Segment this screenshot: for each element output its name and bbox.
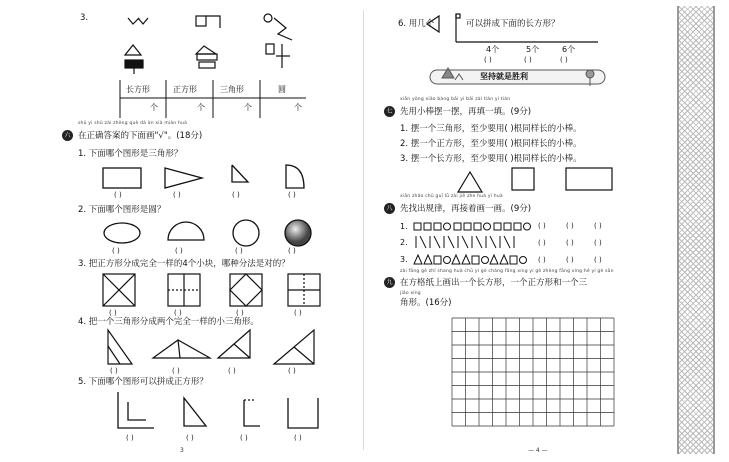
q4-answer-1[interactable]: ( ) [110,367,118,375]
sec7-item-1: 1. 摆一个三角形，至少要用( )根同样长的小棒。 [400,124,582,134]
sec7-item-2: 2. 摆一个正方形，至少要用( )根同样长的小棒。 [400,139,582,149]
q6-option-3[interactable]: 6个 [562,45,576,54]
sec9-title-2: 角形。(16分) [400,298,452,308]
sec8-blank-3b[interactable]: ( ) [566,256,574,264]
sec8-blank-2a[interactable]: ( ) [538,239,546,247]
q2-answer-4[interactable]: ( ) [288,247,296,255]
q3-answer-1[interactable]: ( ) [109,309,117,317]
sec8-blank-3c[interactable]: ( ) [594,256,602,264]
q3-answer-3[interactable]: ( ) [236,309,244,317]
sec9-pinyin-2: jiǎo xíng [400,291,421,296]
q2-answer-3[interactable]: ( ) [235,247,243,255]
figure-flag-stack [125,14,292,74]
table-unit-4: 个 [294,103,302,112]
sec7-item-3: 3. 摆一个长方形，至少要用( )根同样长的小棒。 [400,154,582,164]
sec8-blank-2c[interactable]: ( ) [594,239,602,247]
q5-answer-1[interactable]: ( ) [126,434,134,442]
sec8-blank-1c[interactable]: ( ) [594,222,602,230]
sec9-title: 在方格纸上画出一个长方形，一个正方形和一个三 [400,278,588,288]
q1-quarter [286,165,304,188]
table-header-square: 正方形 [173,85,197,94]
sec8-blank-1a[interactable]: ( ) [538,222,546,230]
q2-sphere [285,220,311,246]
q1-answer-2[interactable]: ( ) [173,191,181,199]
sec7-shapes [458,168,612,192]
sec8-row-2-label: 2. [400,238,408,247]
sec8-pinyin: xiān zhǎo chū guī lǜ zài jiē zhe huà yi huà [400,194,503,199]
pattern-row-2 [416,236,514,248]
banner-title: 坚持就是胜利 [480,72,528,81]
q1-answer-1[interactable]: ( ) [114,191,122,199]
q6-answer-3[interactable]: ( ) [560,56,568,64]
q3-number: 3. [80,13,89,23]
grid-paper [452,318,614,426]
q5-answer-2[interactable]: ( ) [186,434,194,442]
sec6-pinyin: shǔ yi shǔ zài zhèng què dá àn xià miàn huà [78,121,188,126]
sec8-row-3-label: 3. [400,255,408,264]
table-unit-2: 个 [197,103,205,112]
q4-answer-4[interactable]: ( ) [288,367,296,375]
q1-angle [232,165,248,182]
sec6-badge: 六 [62,130,73,141]
sec8-title: 先找出规律，再接着画一画。(9分) [400,204,532,214]
q5-answer-3[interactable]: ( ) [240,434,248,442]
q2-answer-1[interactable]: ( ) [112,247,120,255]
q2-ellipse [104,223,140,243]
q4-answer-2[interactable]: ( ) [172,367,180,375]
sec8-badge: 八 [384,203,395,214]
sec8-blank-1b[interactable]: ( ) [566,222,574,230]
sec7-title: 先用小棒摆一摆，再填一填。(9分) [400,107,532,117]
q2-text: 2. 下面哪个图形是圆？ [78,205,166,215]
q1-answer-4[interactable]: ( ) [288,191,296,199]
q4-text: 4. 把一个三角形分成两个完全一样的小三角形。 [78,317,259,327]
q6-answer-2[interactable]: ( ) [524,56,532,64]
q3-shapes [103,274,320,306]
right-page-number: — 4 — [528,447,548,454]
sec8-blank-2b[interactable]: ( ) [566,239,574,247]
sec8-patterns [414,223,531,264]
sec6-title: 在正确答案的下面画"√"。(18分) [78,131,203,141]
q2-answer-2[interactable]: ( ) [175,247,183,255]
table-unit-1: 个 [150,103,158,112]
q2-circle [233,220,259,246]
table-unit-3: 个 [244,103,252,112]
table-header-triangle: 三角形 [220,85,244,94]
table-header-rectangle: 长方形 [126,85,150,94]
sec7-pinyin: xiān yòng xiǎo bàng bǎi yi bǎi zài tián yi tián [400,97,511,102]
sec9-pinyin: zài fāng gé zhǐ shang huà chū yí gè cháng fāng xíng yí gè zhèng fāng xíng hé yí gè sān [400,269,614,274]
q6-option-1[interactable]: 4个 [486,45,500,54]
sec8-blank-3a[interactable]: ( ) [538,256,546,264]
q1-triangle [165,168,202,188]
q6-option-2[interactable]: 5个 [526,45,540,54]
pattern-row-1 [414,223,531,230]
q6-text-b: 可以拼成下面的长方形？ [466,19,560,29]
q3-answer-2[interactable]: ( ) [174,309,182,317]
q1-rectangle [103,168,141,188]
q1-text: 1. 下面哪个图形是三角形？ [78,149,183,159]
q5-text: 5. 下面哪个图形可以拼成正方形？ [78,377,208,387]
sec9-badge: 九 [384,277,395,288]
sec8-row-1-label: 1. [400,222,408,231]
q3-answer-4[interactable]: ( ) [294,309,302,317]
q1-shapes [103,165,304,188]
q2-shapes [104,220,311,246]
q1-answer-3[interactable]: ( ) [232,191,240,199]
table-header-circle: 圆 [278,85,286,94]
q2-semicircle [168,222,204,240]
q4-answer-3[interactable]: ( ) [228,367,236,375]
left-page-number: 3 [180,447,184,454]
pattern-row-3 [414,255,527,264]
q3-text: 3. 把正方形分成完全一样的4个小块，哪种分法是对的？ [78,259,290,269]
q5-answer-4[interactable]: ( ) [294,434,302,442]
sec7-badge: 七 [384,106,395,117]
q5-shapes [118,392,318,428]
q6-answer-1[interactable]: ( ) [484,56,492,64]
q4-shapes [108,330,314,364]
q6-text: 6. 用几个 [398,19,435,29]
